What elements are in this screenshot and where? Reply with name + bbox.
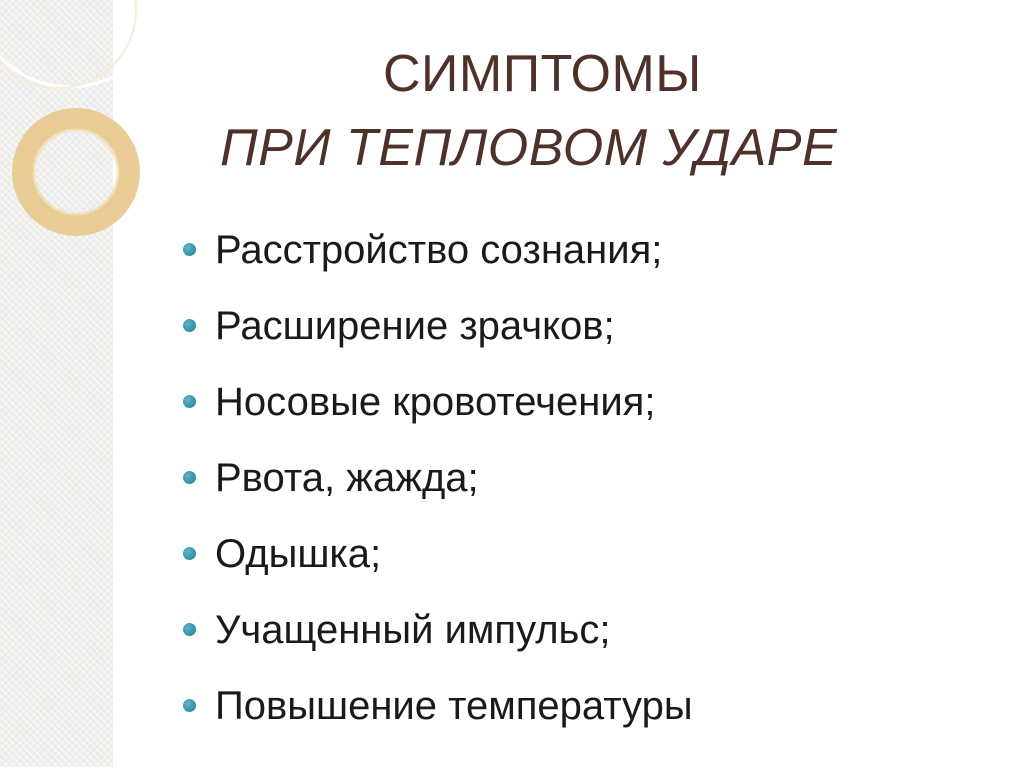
- list-item: [183, 608, 693, 684]
- list-item: [183, 304, 693, 380]
- bullet-icon: [183, 471, 196, 484]
- list-item: [183, 228, 693, 304]
- symptom-text: Учащенный импульс;: [215, 608, 611, 652]
- gold-ring-highlight: [34, 130, 118, 214]
- list-item: [183, 456, 693, 532]
- slide-title-line-1: СИМПТОМЫ: [383, 45, 702, 103]
- bullet-icon: [183, 699, 196, 712]
- symptom-list: [183, 228, 693, 760]
- outline-ring: [0, 0, 140, 87]
- symptom-text: Одышка;: [215, 532, 382, 576]
- symptom-text: Носовые кровотечения;: [215, 380, 656, 424]
- list-item: [183, 684, 693, 760]
- list-item: [183, 380, 693, 456]
- bullet-icon: [183, 547, 196, 560]
- slide-title-line-2: ПРИ ТЕПЛОВОМ УДАРЕ: [220, 119, 838, 177]
- bullet-icon: [183, 319, 196, 332]
- list-item: [183, 532, 693, 608]
- bullet-icon: [183, 395, 196, 408]
- decorative-rings: [0, 0, 140, 767]
- gold-ring: [23, 119, 129, 225]
- symptom-text: Повышение температуры: [215, 684, 693, 728]
- bullet-icon: [183, 243, 196, 256]
- bullet-icon: [183, 623, 196, 636]
- symptom-text: Расстройство сознания;: [215, 228, 663, 272]
- symptom-text: Рвота, жажда;: [215, 456, 479, 500]
- symptom-text: Расширение зрачков;: [215, 304, 615, 348]
